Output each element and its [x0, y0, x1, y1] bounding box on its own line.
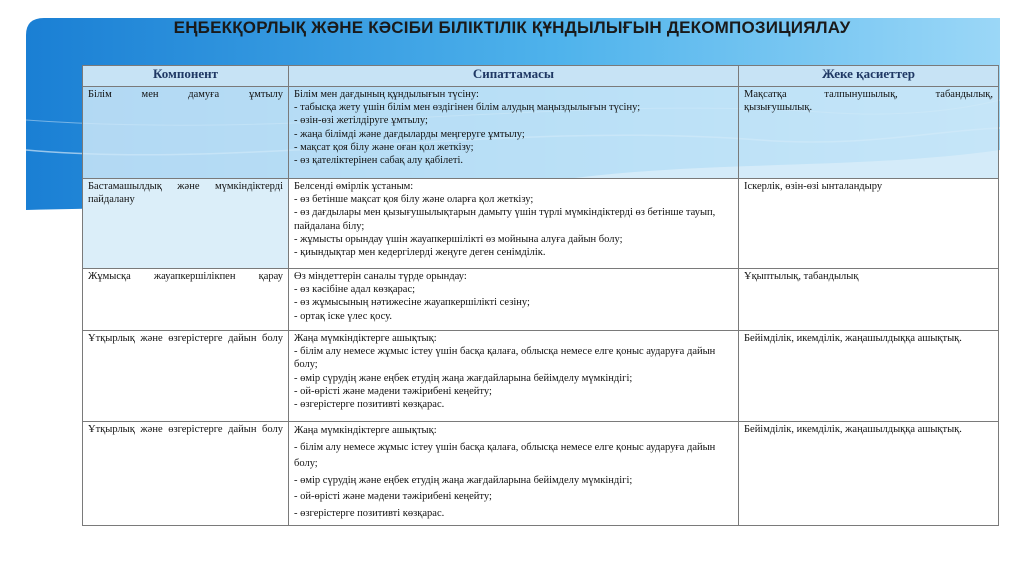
description-line: Өз міндеттерін саналы түрде орындау:: [294, 271, 467, 282]
description-line: - өз кәсібіне адал көзқарас;: [294, 284, 416, 296]
description-line: - ой-өрісті және мәдени тәжірибені кеңейту;: [294, 491, 492, 502]
table-row: [83, 87, 999, 179]
row-traits: Іскерлік, өзін-өзі ынталандыру: [739, 179, 999, 269]
row-traits: Ұқыптылық, табандылық: [739, 269, 999, 331]
description-line: - өз қателіктерінен сабақ алу қабілеті.: [294, 155, 464, 167]
description-line: - өз жұмысының нәтижесіне жауапкершілікті сезіну;: [294, 297, 530, 309]
description-line: - білім алу немесе жұмыс істеу үшін басқа қалаға, облысқа немесе елге қоныс аударуға дайын болу;: [294, 441, 716, 469]
description-line: - жаңа білімді және дағдыларды меңгеруге ұмтылу;: [294, 128, 525, 140]
row-traits: Бейімділік, икемділік, жаңашылдыққа ашықтық.: [739, 331, 999, 422]
header-traits: Жеке қасиеттер: [739, 66, 999, 87]
decomposition-table: [82, 65, 999, 526]
row-component-text: Білім мен дамуға ұмтылу: [88, 89, 283, 100]
description-line: - ортақ іске үлес қосу.: [294, 310, 392, 322]
decomposition-table-container: [82, 65, 998, 526]
description-line: - өзін-өзі жетілдіруге ұмтылу;: [294, 115, 428, 127]
description-line: - табысқа жету үшін білім мен өздігінен білім алудың маңыздылығын түсіну;: [294, 102, 641, 114]
row-description: [289, 422, 739, 526]
table-header-row: [83, 66, 999, 87]
table-row: [83, 269, 999, 331]
description-line: Жаңа мүмкіндіктерге ашықтық:: [294, 333, 437, 344]
row-component: Жұмысқа жауапкершілікпен қарау: [83, 269, 289, 331]
description-line: Білім мен дағдының құндылығын түсіну:: [294, 89, 479, 100]
header-description: Сипаттамасы: [289, 66, 739, 87]
description-line: - өз дағдылары мен қызығушылықтарын дамыту үшін түрлі мүмкіндіктерді өз бетінше тауып, пайдалана білу;: [294, 207, 716, 232]
row-component: Ұтқырлық және өзгерістерге дайын болу: [83, 422, 289, 526]
description-line: - өмір сүрудің және еңбек етудің жаңа жағдайларына бейімделу мүмкіндігі;: [294, 474, 633, 486]
row-description: [289, 179, 739, 269]
table-row: [83, 179, 999, 269]
table-row: [83, 331, 999, 422]
row-description: [289, 269, 739, 331]
description-line: - жұмысты орындау үшін жауапкершілікті өз мойнына алуға дайын болу;: [294, 233, 623, 245]
row-description: [289, 87, 739, 179]
row-traits: Мақсатқа талпынушылық, табандылық, қызығушылық.: [739, 87, 999, 179]
header-component: Компонент: [83, 66, 289, 87]
description-line: - ой-өрісті және мәдени тәжірибені кеңейту;: [294, 385, 492, 397]
table-row: [83, 422, 999, 526]
slide-title: ЕҢБЕКҚОРЛЫҚ ЖӘНЕ КӘСІБИ БІЛІКТІЛІК ҚҰНДЫЛЫҒЫН ДЕКОМПОЗИЦИЯЛАУ: [173, 18, 851, 37]
description-line: Белсенді өмірлік ұстаным:: [294, 181, 414, 192]
row-component: [83, 87, 289, 179]
row-component: Бастамашылдық және мүмкіндіктерді пайдалану: [83, 179, 289, 269]
description-line: Жаңа мүмкіндіктерге ашықтық:: [294, 425, 437, 436]
row-traits: Бейімділік, икемділік, жаңашылдыққа ашықтық.: [739, 422, 999, 526]
row-description: [289, 331, 739, 422]
description-line: - мақсат қоя білу және оған қол жеткізу;: [294, 141, 474, 153]
description-line: - өз бетінше мақсат қоя білу және оларға қол жеткізу;: [294, 194, 534, 206]
description-line: - өзгерістерге позитивті көзқарас.: [294, 507, 445, 519]
description-line: - білім алу немесе жұмыс істеу үшін басқа қалаға, облысқа немесе елге қоныс аударуға дайын болу;: [294, 346, 716, 371]
description-line: - өзгерістерге позитивті көзқарас.: [294, 399, 445, 411]
description-line: - өмір сүрудің және еңбек етудің жаңа жағдайларына бейімделу мүмкіндігі;: [294, 372, 633, 384]
row-component: Ұтқырлық және өзгерістерге дайын болу: [83, 331, 289, 422]
description-line: - қиындықтар мен кедергілерді жеңуге деген сенімділік.: [294, 247, 546, 259]
